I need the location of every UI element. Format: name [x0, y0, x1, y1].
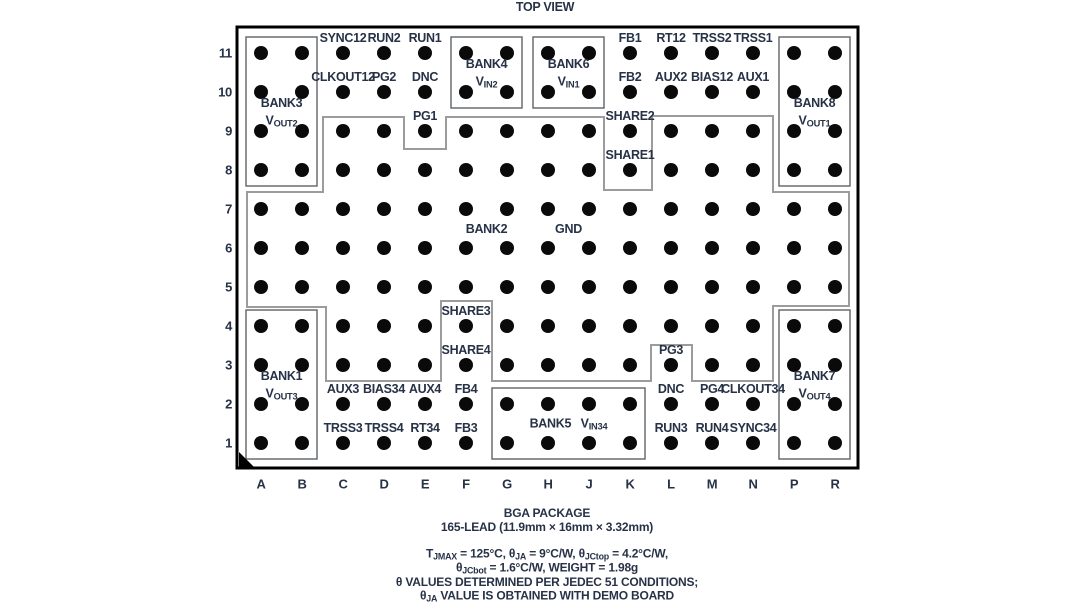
pin-R9 — [828, 124, 842, 138]
column-header-H: H — [543, 476, 553, 492]
pin-G5 — [500, 280, 514, 294]
column-header-F: F — [462, 476, 470, 492]
pin-F2 — [459, 397, 473, 411]
pin-label-fb4-F2: FB4 — [454, 382, 478, 396]
pin-G11 — [500, 46, 514, 60]
pin-F11 — [459, 46, 473, 60]
pin-M3 — [705, 358, 719, 372]
column-header-K: K — [625, 476, 635, 492]
column-header-L: L — [667, 476, 675, 492]
pin-label-share1-K8: SHARE1 — [605, 148, 655, 162]
pin-G8 — [500, 163, 514, 177]
region-label-bank2: BANK2 — [465, 221, 508, 236]
pin-G4 — [500, 319, 514, 333]
pin-R8 — [828, 163, 842, 177]
pin-R11 — [828, 46, 842, 60]
pin-C11 — [336, 46, 350, 60]
pin-J2 — [582, 397, 596, 411]
bank-label-bank8-rail: $V_{OUT1}$ — [798, 112, 831, 129]
pin-label-aux3-C2: AUX3 — [326, 382, 360, 396]
bank-box-bank5 — [492, 388, 645, 459]
pin-R2 — [828, 397, 842, 411]
pin-D11 — [377, 46, 391, 60]
pin-P11 — [787, 46, 801, 60]
pin-B7 — [295, 202, 309, 216]
pin-P1 — [787, 436, 801, 450]
column-header-A: A — [256, 476, 266, 492]
bank-label-bank1: BANK1 — [260, 368, 303, 383]
pin-label-share4-F3: SHARE4 — [441, 343, 491, 357]
pin-G9 — [500, 124, 514, 138]
pin-D1 — [377, 436, 391, 450]
pin-H8 — [541, 163, 555, 177]
bank-box-bank7 — [779, 310, 850, 459]
pin-P10 — [787, 85, 801, 99]
pin-label-aux2-L10: AUX2 — [654, 70, 688, 84]
pin-E4 — [418, 319, 432, 333]
pin-label-pg2-D10: PG2 — [371, 70, 397, 84]
thermal-note-line-2: $\theta_{JCbot} = 1.6^\circ C/W$, WEIGHT = 1.98g — [455, 560, 639, 576]
column-header-D: D — [379, 476, 389, 492]
pin-D9 — [377, 124, 391, 138]
row-header-11: 11 — [218, 45, 232, 61]
pin-label-clkout34-N2: CLKOUT34 — [721, 382, 785, 396]
pin-D3 — [377, 358, 391, 372]
column-header-E: E — [420, 476, 430, 492]
pin-D10 — [377, 85, 391, 99]
pin-J4 — [582, 319, 596, 333]
pin-F9 — [459, 124, 473, 138]
pin-label-fb3-F1: FB3 — [454, 421, 478, 435]
pin-A6 — [254, 241, 268, 255]
pin-M6 — [705, 241, 719, 255]
pin-G7 — [500, 202, 514, 216]
pin-R1 — [828, 436, 842, 450]
pin-N9 — [746, 124, 760, 138]
column-header-B: B — [297, 476, 307, 492]
pin-M5 — [705, 280, 719, 294]
pin-M8 — [705, 163, 719, 177]
bank-label-bank5: BANK5 $V_{IN34}$ — [529, 415, 608, 432]
pin-N1 — [746, 436, 760, 450]
pin-G10 — [500, 85, 514, 99]
pin-L10 — [664, 85, 678, 99]
pin-H1 — [541, 436, 555, 450]
pin-L2 — [664, 397, 678, 411]
package-dimensions: 165-LEAD (11.9mm × 16mm × 3.32mm) — [440, 520, 654, 534]
pin-label-pg1-E9: PG1 — [412, 109, 438, 123]
pin-label-fb2-K10: FB2 — [618, 70, 642, 84]
thermal-note-line-4: $\theta_{JA}$ VALUE IS OBTAINED WITH DEMO BOARD — [419, 588, 675, 604]
pin-label-sync12-C11: SYNC12 — [319, 31, 367, 45]
pin-F8 — [459, 163, 473, 177]
pin-H7 — [541, 202, 555, 216]
pin-label-run4-M1: RUN4 — [695, 421, 729, 435]
bank-label-bank3: BANK3 — [260, 95, 303, 110]
region-label-gnd: GND — [555, 221, 582, 236]
pin-J10 — [582, 85, 596, 99]
pin-H3 — [541, 358, 555, 372]
pin-a1-marker — [239, 452, 255, 468]
pin-K1 — [623, 436, 637, 450]
pin-C1 — [336, 436, 350, 450]
pin-P6 — [787, 241, 801, 255]
pin-H11 — [541, 46, 555, 60]
pin-H10 — [541, 85, 555, 99]
row-header-6: 6 — [225, 240, 232, 256]
pin-J9 — [582, 124, 596, 138]
pin-J1 — [582, 436, 596, 450]
column-header-J: J — [585, 476, 593, 492]
pin-M10 — [705, 85, 719, 99]
pin-F5 — [459, 280, 473, 294]
pin-H9 — [541, 124, 555, 138]
pin-C10 — [336, 85, 350, 99]
pin-label-pg4-M2: PG4 — [699, 382, 725, 396]
pin-K9 — [623, 124, 637, 138]
pin-F4 — [459, 319, 473, 333]
pin-label-sync34-N1: SYNC34 — [729, 421, 777, 435]
column-header-C: C — [338, 476, 348, 492]
row-header-8: 8 — [225, 162, 232, 178]
pin-N5 — [746, 280, 760, 294]
bank-label-bank3-rail: $V_{OUT2}$ — [265, 112, 298, 129]
pin-B10 — [295, 85, 309, 99]
pin-D5 — [377, 280, 391, 294]
pin-J3 — [582, 358, 596, 372]
pin-G6 — [500, 241, 514, 255]
pin-B11 — [295, 46, 309, 60]
row-header-9: 9 — [225, 123, 232, 139]
pin-label-trss1-N11: TRSS1 — [733, 31, 773, 45]
pin-label-trss2-M11: TRSS2 — [692, 31, 732, 45]
pin-P5 — [787, 280, 801, 294]
pin-G1 — [500, 436, 514, 450]
column-header-P: P — [789, 476, 799, 492]
bank-box-bank1 — [246, 310, 317, 459]
pin-label-run1-E11: RUN1 — [408, 31, 442, 45]
pin-E6 — [418, 241, 432, 255]
row-header-1: 1 — [225, 435, 232, 451]
pin-E1 — [418, 436, 432, 450]
pin-J5 — [582, 280, 596, 294]
pin-label-aux1-N10: AUX1 — [736, 70, 770, 84]
pin-label-share2-K9: SHARE2 — [605, 109, 655, 123]
row-header-3: 3 — [225, 357, 232, 373]
pin-D6 — [377, 241, 391, 255]
pin-label-dnc-L2: DNC — [657, 382, 685, 396]
pin-R6 — [828, 241, 842, 255]
pin-K4 — [623, 319, 637, 333]
pin-B6 — [295, 241, 309, 255]
pin-E11 — [418, 46, 432, 60]
pin-N10 — [746, 85, 760, 99]
pin-C4 — [336, 319, 350, 333]
pin-K5 — [623, 280, 637, 294]
pin-label-trss3-C1: TRSS3 — [323, 421, 363, 435]
pin-B1 — [295, 436, 309, 450]
pin-label-fb1-K11: FB1 — [618, 31, 642, 45]
pin-label-dnc-E10: DNC — [411, 70, 439, 84]
pin-K2 — [623, 397, 637, 411]
pin-K10 — [623, 85, 637, 99]
pin-L9 — [664, 124, 678, 138]
pin-B3 — [295, 358, 309, 372]
pin-H5 — [541, 280, 555, 294]
pin-H4 — [541, 319, 555, 333]
pin-C6 — [336, 241, 350, 255]
pin-C5 — [336, 280, 350, 294]
pin-A7 — [254, 202, 268, 216]
pin-E7 — [418, 202, 432, 216]
pin-R10 — [828, 85, 842, 99]
row-header-10: 10 — [218, 84, 232, 100]
bank-label-bank1-rail: $V_{OUT3}$ — [265, 385, 298, 402]
bank-label-bank6: BANK6 — [547, 56, 590, 71]
pin-B2 — [295, 397, 309, 411]
bank-label-bank6-rail: $V_{IN1}$ — [557, 73, 580, 90]
pin-N8 — [746, 163, 760, 177]
row-header-5: 5 — [225, 279, 232, 295]
diagram-title: TOP VIEW — [515, 0, 575, 14]
column-header-M: M — [706, 476, 718, 492]
bank-box-bank8 — [779, 37, 850, 186]
pin-label-aux4-E2: AUX4 — [408, 382, 442, 396]
pin-P3 — [787, 358, 801, 372]
pin-E9 — [418, 124, 432, 138]
pin-A1 — [254, 436, 268, 450]
pin-C9 — [336, 124, 350, 138]
pin-A10 — [254, 85, 268, 99]
pin-D7 — [377, 202, 391, 216]
row-header-2: 2 — [225, 396, 232, 412]
pin-F6 — [459, 241, 473, 255]
pin-J7 — [582, 202, 596, 216]
pin-N4 — [746, 319, 760, 333]
bank-label-bank4: BANK4 — [465, 56, 508, 71]
pin-N6 — [746, 241, 760, 255]
pin-B5 — [295, 280, 309, 294]
pin-label-clkout12-C10: CLKOUT12 — [311, 70, 375, 84]
pin-P4 — [787, 319, 801, 333]
pin-D4 — [377, 319, 391, 333]
pin-R7 — [828, 202, 842, 216]
pin-R5 — [828, 280, 842, 294]
pin-J8 — [582, 163, 596, 177]
pin-label-rt12-L11: RT12 — [656, 31, 686, 45]
pin-J6 — [582, 241, 596, 255]
pin-K6 — [623, 241, 637, 255]
pin-H2 — [541, 397, 555, 411]
pin-M11 — [705, 46, 719, 60]
pin-A8 — [254, 163, 268, 177]
pin-label-bias12-M10: BIAS12 — [691, 70, 733, 84]
pin-M2 — [705, 397, 719, 411]
pin-K7 — [623, 202, 637, 216]
pin-N2 — [746, 397, 760, 411]
pin-L11 — [664, 46, 678, 60]
pin-F10 — [459, 85, 473, 99]
pin-G2 — [500, 397, 514, 411]
column-header-G: G — [502, 476, 512, 492]
pin-label-run3-L1: RUN3 — [654, 421, 688, 435]
pin-B9 — [295, 124, 309, 138]
pin-L3 — [664, 358, 678, 372]
column-header-R: R — [830, 476, 840, 492]
thermal-note-line-3: θ VALUES DETERMINED PER JEDEC 51 CONDITIONS; — [395, 575, 699, 589]
package-name: BGA PACKAGE — [503, 506, 591, 520]
pin-M4 — [705, 319, 719, 333]
pin-C7 — [336, 202, 350, 216]
pin-F3 — [459, 358, 473, 372]
pin-A11 — [254, 46, 268, 60]
pin-P8 — [787, 163, 801, 177]
pin-G3 — [500, 358, 514, 372]
pin-A4 — [254, 319, 268, 333]
pin-F1 — [459, 436, 473, 450]
pin-label-run2-D11: RUN2 — [367, 31, 401, 45]
column-header-N: N — [748, 476, 758, 492]
pin-K3 — [623, 358, 637, 372]
pin-A5 — [254, 280, 268, 294]
pin-R4 — [828, 319, 842, 333]
pin-A3 — [254, 358, 268, 372]
pin-K11 — [623, 46, 637, 60]
pin-label-trss4-D1: TRSS4 — [364, 421, 404, 435]
pin-R3 — [828, 358, 842, 372]
pin-F7 — [459, 202, 473, 216]
pin-N11 — [746, 46, 760, 60]
row-header-7: 7 — [225, 201, 232, 217]
pin-L1 — [664, 436, 678, 450]
pin-N3 — [746, 358, 760, 372]
pin-A9 — [254, 124, 268, 138]
bank-label-bank7-rail: $V_{OUT4}$ — [798, 385, 831, 402]
pin-D8 — [377, 163, 391, 177]
pin-M9 — [705, 124, 719, 138]
pin-E2 — [418, 397, 432, 411]
pin-M7 — [705, 202, 719, 216]
pin-label-bias34-D2: BIAS34 — [363, 382, 405, 396]
pin-K8 — [623, 163, 637, 177]
pin-L7 — [664, 202, 678, 216]
pin-label-rt34-E1: RT34 — [410, 421, 440, 435]
pin-B8 — [295, 163, 309, 177]
pin-L4 — [664, 319, 678, 333]
pin-L6 — [664, 241, 678, 255]
bank-box-bank3 — [246, 37, 317, 186]
pin-D2 — [377, 397, 391, 411]
pin-E10 — [418, 85, 432, 99]
pin-A2 — [254, 397, 268, 411]
pin-H6 — [541, 241, 555, 255]
pin-M1 — [705, 436, 719, 450]
pin-P9 — [787, 124, 801, 138]
pin-B4 — [295, 319, 309, 333]
pin-C8 — [336, 163, 350, 177]
pin-J11 — [582, 46, 596, 60]
bank-label-bank7: BANK7 — [793, 368, 836, 383]
pin-L5 — [664, 280, 678, 294]
pin-label-pg3-L3: PG3 — [658, 343, 684, 357]
pin-label-share3-F4: SHARE3 — [441, 304, 491, 318]
pin-P7 — [787, 202, 801, 216]
bank-label-bank8: BANK8 — [793, 95, 836, 110]
pin-C2 — [336, 397, 350, 411]
pin-P2 — [787, 397, 801, 411]
pin-N7 — [746, 202, 760, 216]
bank-label-bank4-rail: $V_{IN2}$ — [475, 73, 498, 90]
pin-E8 — [418, 163, 432, 177]
pin-E3 — [418, 358, 432, 372]
thermal-note-line-1: $T_{JMAX} = 125^\circ C$, $\theta_{JA} = 9^\circ C/W$, $\theta_{JCtop} = 4.2^\circ C/W$, — [426, 546, 668, 562]
pin-L8 — [664, 163, 678, 177]
pin-E5 — [418, 280, 432, 294]
row-header-4: 4 — [225, 318, 232, 334]
pin-C3 — [336, 358, 350, 372]
